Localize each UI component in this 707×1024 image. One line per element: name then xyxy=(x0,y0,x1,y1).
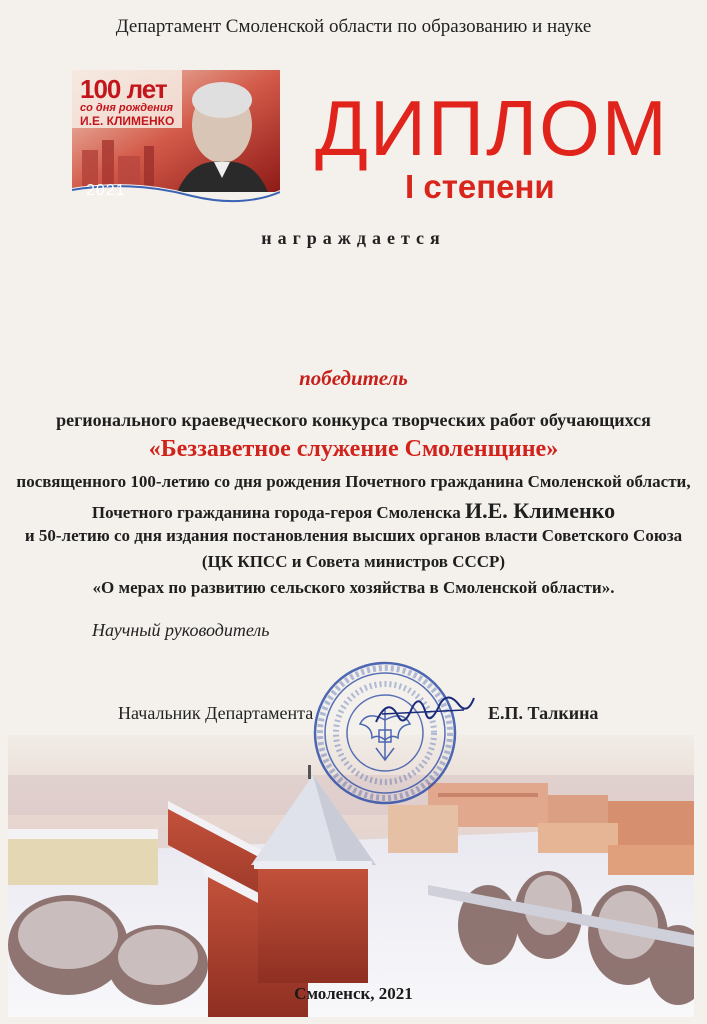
contest-name: «Беззаветное служение Смоленщине» xyxy=(148,436,559,462)
city-year-caption: Смоленск, 2021 xyxy=(294,984,413,1003)
dedication-line-2 xyxy=(0,498,707,524)
director-signature xyxy=(368,686,478,736)
banner-subtitle: со дня рождения xyxy=(80,102,174,114)
contest-description: регионального краеведческого конкурса творческих работ обучающихся xyxy=(56,410,651,430)
winner-label: победитель xyxy=(299,366,408,390)
banner-name: И.Е. КЛИМЕНКО xyxy=(80,114,175,128)
banner-title: 100 лет xyxy=(80,74,167,104)
honoree-name: И.Е. Клименко xyxy=(465,498,616,523)
department-header: Департамент Смоленской области по образованию и науке xyxy=(115,16,592,37)
dedication-line-3: и 50-летию со дня издания постановления высших органов власти Советского Союза xyxy=(24,526,683,545)
diploma-title: ДИПЛОМ xyxy=(315,84,669,172)
supervisor-label: Научный руководитель xyxy=(92,620,270,640)
awarded-label: награждается xyxy=(261,228,446,248)
anniversary-banner xyxy=(72,70,280,206)
department-head-label: Начальник Департамента xyxy=(118,703,314,723)
dedication-line-2-text: Почетного гражданина города-героя Смоленска xyxy=(91,503,466,522)
dedication-line-5: «О мерах по развитию сельского хозяйства в Смоленской области». xyxy=(92,578,615,597)
diploma-degree: I степени xyxy=(405,168,555,205)
dedication-line-4: (ЦК КПСС и Совета министров СССР) xyxy=(201,552,506,571)
dedication-line-1: посвященного 100-летию со дня рождения Почетного гражданина Смоленской области, xyxy=(16,472,691,491)
banner-year: 2021 xyxy=(86,182,126,199)
department-head-name: Е.П. Талкина xyxy=(488,703,599,723)
